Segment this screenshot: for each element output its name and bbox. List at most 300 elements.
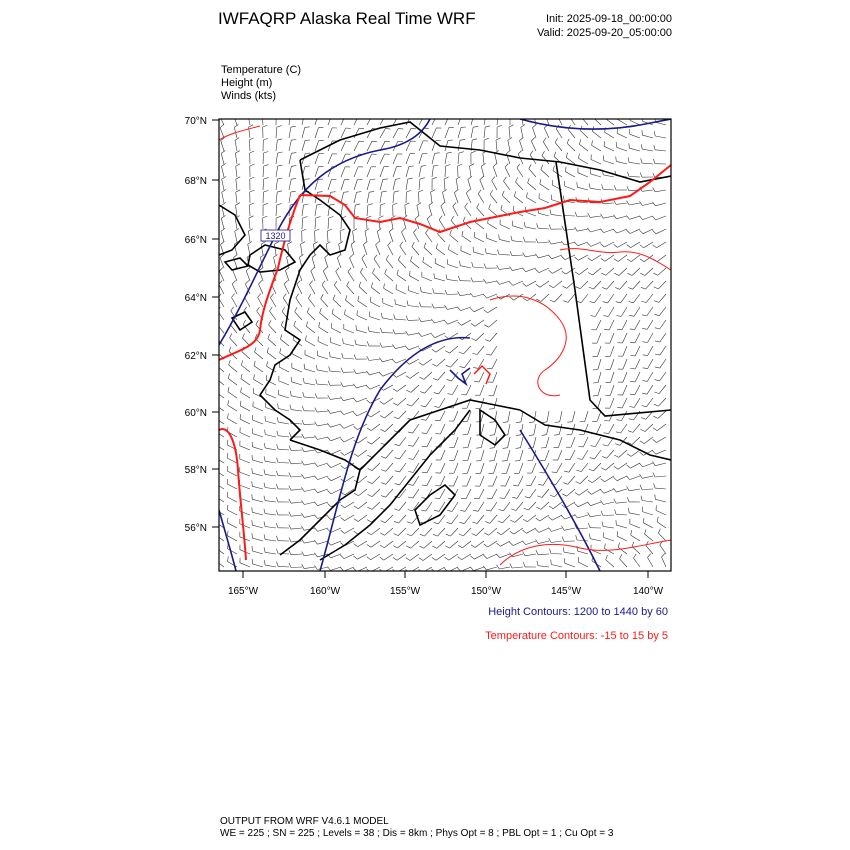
- wind-barb-feather: [614, 200, 616, 204]
- wind-barb-feather: [448, 394, 453, 395]
- wind-barb: [450, 235, 458, 242]
- wind-barb-feather: [652, 451, 655, 455]
- wind-barb-feather: [653, 230, 657, 233]
- wind-barb: [385, 515, 393, 523]
- wind-barb: [620, 559, 627, 567]
- wind-barb: [438, 528, 445, 536]
- wind-barb: [249, 218, 250, 229]
- wind-barb-feather: [341, 505, 345, 508]
- wind-barb: [380, 179, 383, 190]
- wind-barb: [419, 166, 421, 177]
- wind-barb-feather: [601, 511, 603, 516]
- wind-barb-feather: [329, 352, 330, 357]
- wind-barb-feather: [484, 264, 486, 269]
- wind-barb-feather: [289, 512, 291, 517]
- wind-barb-feather: [578, 557, 579, 562]
- wind-barb-feather: [641, 158, 642, 163]
- wind-barb: [564, 242, 575, 245]
- wind-barb: [594, 281, 602, 289]
- wind-barb-feather: [653, 245, 657, 248]
- wind-barb: [276, 127, 277, 138]
- wind-barb-feather: [323, 268, 327, 272]
- wind-barb: [291, 528, 302, 529]
- wind-barb: [399, 437, 406, 446]
- wind-barb: [634, 307, 640, 316]
- wind-barb: [463, 528, 471, 536]
- wind-barb-feather: [655, 380, 660, 381]
- wind-barb: [466, 489, 471, 499]
- wind-barb-feather: [439, 216, 442, 220]
- wind-barb-feather: [421, 510, 426, 511]
- wind-barb-feather: [420, 178, 425, 179]
- wind-barb: [578, 242, 588, 246]
- wind-barb: [488, 307, 497, 313]
- wind-barb: [252, 460, 263, 463]
- wind-barb-feather: [549, 225, 551, 230]
- wind-barb: [431, 192, 432, 203]
- wind-barb-feather: [541, 165, 543, 170]
- wind-barb: [397, 554, 406, 560]
- wind-barb-feather: [313, 242, 317, 244]
- wind-barb: [514, 528, 523, 534]
- wind-barb-feather: [263, 138, 268, 140]
- wind-barb-feather: [321, 294, 323, 299]
- wind-barb: [232, 298, 238, 308]
- wind-barb-feather: [626, 476, 629, 480]
- wind-barb-feather: [588, 491, 592, 494]
- wind-barb-feather: [379, 373, 382, 377]
- wind-barb: [540, 184, 549, 190]
- wind-barb-feather: [629, 143, 630, 148]
- wind-barb: [604, 161, 614, 165]
- wind-barb-feather: [419, 363, 423, 366]
- wind-barb: [369, 359, 380, 361]
- wind-barb: [312, 257, 315, 268]
- wind-barb-feather: [277, 139, 282, 140]
- wind-barb: [331, 437, 341, 441]
- wind-barb-feather: [516, 178, 518, 182]
- wind-barb: [249, 140, 250, 151]
- wind-barb: [320, 313, 328, 320]
- wind-barb: [341, 141, 346, 151]
- wind-barb: [331, 515, 341, 520]
- wind-barb: [331, 489, 341, 494]
- wind-barb-feather: [289, 446, 291, 451]
- wind-barb-feather: [530, 151, 533, 155]
- lon-label: 165°W: [227, 586, 259, 597]
- wind-barb-feather: [616, 157, 617, 162]
- wind-barb: [500, 225, 510, 230]
- wind-barb-feather: [561, 241, 564, 245]
- wind-barb-feather: [368, 326, 369, 331]
- wind-barb-feather: [299, 255, 303, 258]
- wind-barb-feather: [227, 531, 228, 536]
- wind-barb-feather: [441, 202, 445, 205]
- wind-barb: [630, 476, 640, 480]
- wind-barb-feather: [243, 320, 246, 324]
- wind-barb-feather: [408, 459, 413, 460]
- wind-barb-feather: [458, 322, 462, 325]
- wind-barb-feather: [627, 259, 631, 262]
- wind-barb: [475, 320, 484, 326]
- wind-barb: [447, 307, 458, 309]
- wind-barb-feather: [353, 384, 356, 388]
- wind-barb: [246, 271, 250, 281]
- wind-barb: [616, 514, 627, 515]
- wind-barb: [413, 450, 419, 459]
- wind-barb-feather: [415, 215, 419, 218]
- wind-barb-feather: [641, 287, 646, 289]
- wind-barb-feather: [602, 522, 603, 527]
- wind-barb-feather: [367, 356, 369, 360]
- wind-barb-feather: [640, 273, 645, 275]
- wind-barb: [543, 142, 549, 151]
- wind-barb: [591, 242, 601, 246]
- wind-barb: [240, 446, 250, 450]
- wind-barb-feather: [567, 422, 572, 423]
- wind-barb-feather: [314, 489, 317, 493]
- wind-barb-feather: [414, 229, 417, 233]
- wind-barb-feather: [630, 342, 635, 343]
- wind-barb: [449, 250, 459, 256]
- wind-barb: [232, 284, 237, 294]
- wind-barb-feather: [341, 466, 345, 469]
- wind-barb-feather: [367, 341, 369, 346]
- wind-barb: [331, 541, 341, 545]
- wind-barb: [454, 411, 458, 421]
- wind-barb: [454, 476, 459, 486]
- wind-barb-feather: [341, 397, 344, 401]
- wind-barb: [440, 489, 445, 499]
- wind-barb-feather: [385, 128, 390, 129]
- wind-barb-feather: [427, 216, 430, 220]
- wind-barb: [581, 463, 588, 472]
- wind-barb: [572, 411, 575, 422]
- wind-barb-feather: [458, 276, 460, 281]
- wind-barb-feather: [317, 204, 322, 205]
- wind-barb-feather: [590, 534, 591, 539]
- wind-barb-feather: [632, 542, 634, 547]
- wind-barb: [539, 268, 549, 273]
- wind-barb: [280, 339, 289, 346]
- wind-barb-feather: [354, 506, 358, 509]
- wind-barb: [400, 463, 406, 472]
- wind-barb-feather: [333, 295, 335, 300]
- wind-barb: [501, 528, 510, 535]
- wind-barb: [354, 192, 357, 203]
- wind-barb-feather: [249, 138, 254, 140]
- wind-barb: [569, 116, 575, 125]
- wind-barb: [578, 502, 588, 507]
- wind-barb: [648, 558, 654, 568]
- wind-barb: [630, 134, 640, 138]
- wind-barb-feather: [460, 261, 461, 266]
- wind-barb: [265, 435, 276, 438]
- wind-barb-feather: [280, 348, 281, 353]
- wind-barb: [424, 372, 432, 379]
- wind-barb: [406, 166, 409, 177]
- wind-barb-feather: [575, 257, 579, 260]
- wind-barb-feather: [497, 565, 500, 569]
- wind-barb: [452, 385, 458, 395]
- wind-barb: [645, 534, 654, 541]
- wind-barb-feather: [536, 507, 541, 509]
- wind-barb-feather: [406, 546, 410, 548]
- wind-barb-feather: [407, 404, 412, 406]
- wind-barb-feather: [314, 553, 317, 557]
- wind-barb-feather: [264, 152, 269, 154]
- wind-barb-feather: [443, 190, 447, 193]
- wind-barb: [481, 166, 484, 177]
- wind-barb: [227, 458, 237, 463]
- wind-barb-feather: [257, 307, 260, 311]
- wind-barb: [450, 541, 458, 548]
- wind-barb-feather: [334, 281, 337, 285]
- wind-barb-feather: [434, 407, 439, 408]
- wind-barb: [508, 437, 510, 448]
- wind-barb: [291, 410, 302, 411]
- wind-barb: [318, 541, 329, 544]
- wind-barb-feather: [626, 215, 629, 219]
- wind-barb: [359, 287, 367, 295]
- wind-barb: [382, 359, 393, 362]
- wind-barb: [604, 146, 614, 151]
- wind-barb-feather: [549, 506, 553, 509]
- wind-barb-feather: [310, 281, 313, 285]
- wind-barb: [526, 212, 536, 216]
- wind-barb: [240, 419, 250, 424]
- wind-barb-feather: [604, 433, 609, 434]
- wind-barb-feather: [602, 287, 607, 289]
- wind-barb: [660, 320, 666, 329]
- wind-barb: [409, 291, 419, 294]
- wind-barb-feather: [474, 498, 479, 499]
- wind-barb-feather: [395, 299, 396, 304]
- wind-barb-feather: [498, 521, 503, 523]
- wind-barb-feather: [289, 563, 291, 568]
- wind-barb-feather: [302, 229, 307, 231]
- wind-barb-feather: [460, 510, 465, 511]
- wind-barb: [635, 372, 640, 382]
- wind-barb-feather: [330, 204, 335, 205]
- wind-barb: [461, 307, 471, 311]
- wind-barb-feather: [431, 190, 435, 192]
- wind-barb: [582, 450, 588, 459]
- wind-barb-feather: [445, 557, 449, 560]
- wind-barb: [577, 515, 588, 518]
- temperature-contour-layer: [219, 126, 671, 565]
- wind-barb: [559, 437, 563, 447]
- wind-barb: [278, 436, 289, 437]
- wind-barb: [466, 193, 471, 203]
- wind-barb: [317, 424, 328, 426]
- wind-barb-feather: [517, 164, 520, 168]
- wind-barb-feather: [497, 265, 499, 269]
- wind-barb: [657, 424, 666, 431]
- wind-barb: [285, 271, 289, 281]
- wind-barb: [268, 339, 276, 346]
- wind-barb-feather: [614, 455, 618, 457]
- wind-barb: [380, 192, 382, 203]
- wind-barb-feather: [471, 324, 475, 327]
- wind-barb-feather: [542, 435, 547, 436]
- wind-barb: [491, 502, 497, 511]
- wind-barb: [438, 234, 445, 242]
- wind-barb: [436, 346, 445, 352]
- wind-barb-feather: [576, 287, 581, 289]
- wind-barb-feather: [554, 152, 556, 157]
- wind-barb-feather: [458, 545, 462, 548]
- wind-barb: [525, 227, 536, 229]
- wind-barb: [265, 461, 276, 463]
- wind-barb-feather: [642, 130, 643, 135]
- wind-barb: [603, 189, 614, 190]
- wind-barb-feather: [627, 186, 629, 191]
- wind-barb-feather: [368, 468, 373, 470]
- wind-barb: [321, 299, 328, 307]
- wind-barb: [289, 127, 291, 138]
- lat-label: 66°N: [184, 235, 207, 246]
- wind-barb-feather: [380, 328, 382, 333]
- wind-barb-feather: [648, 554, 651, 558]
- wind-barb: [432, 128, 436, 138]
- wind-barb-feather: [510, 297, 514, 300]
- wind-barb: [512, 255, 523, 256]
- wind-barb: [509, 127, 510, 138]
- wind-barb-feather: [296, 294, 299, 298]
- wind-barb: [595, 307, 601, 317]
- wind-barb: [315, 128, 319, 138]
- wind-barb-feather: [641, 429, 646, 431]
- wind-barb-feather: [653, 187, 656, 191]
- wind-barb-feather: [432, 304, 434, 308]
- wind-barb-feather: [471, 308, 475, 312]
- wind-barb: [492, 489, 497, 499]
- wind-barb: [376, 245, 380, 255]
- wind-barb: [439, 385, 445, 394]
- wind-barb-feather: [327, 437, 330, 441]
- wind-barb-feather: [289, 537, 291, 542]
- wind-barb-feather: [227, 453, 228, 458]
- wind-barb: [216, 365, 224, 372]
- wind-barb-feather: [398, 128, 403, 129]
- lat-label: 58°N: [184, 465, 207, 476]
- wind-barb-feather: [305, 179, 310, 180]
- wind-barb: [434, 307, 445, 308]
- wind-barb-feather: [576, 482, 581, 484]
- wind-barb-feather: [432, 349, 436, 352]
- wind-barb: [591, 502, 601, 506]
- wind-barb-feather: [289, 525, 291, 530]
- wind-barb-feather: [614, 477, 618, 480]
- wind-barb-feather: [548, 255, 551, 259]
- wind-barb: [412, 398, 419, 406]
- wind-barb-feather: [395, 471, 400, 472]
- wind-barb: [488, 541, 497, 547]
- wind-barb-feather: [248, 229, 252, 231]
- lat-label: 56°N: [184, 523, 207, 534]
- wind-barb: [419, 141, 423, 151]
- wind-barb: [541, 170, 549, 177]
- wind-barb: [354, 115, 359, 125]
- wind-barb-feather: [235, 151, 239, 153]
- wind-barb-feather: [380, 401, 384, 404]
- wind-barb-feather: [643, 355, 648, 356]
- wind-barb-feather: [431, 319, 434, 323]
- wind-barb-feather: [379, 216, 384, 218]
- wind-barb: [304, 450, 315, 452]
- wind-barb: [330, 371, 341, 372]
- wind-barb: [278, 409, 289, 412]
- wind-barb-feather: [242, 334, 244, 339]
- wind-barb: [254, 379, 263, 385]
- footer-config: WE = 225 ; SN = 225 ; Levels = 38 ; Dis = 8km ; Phys Opt = 8 ; PBL Opt = 1 ; Cu Opt = 3: [220, 828, 614, 839]
- wind-barb-feather: [236, 203, 240, 205]
- wind-barb: [304, 489, 315, 492]
- wind-barb-feather: [461, 498, 466, 499]
- wind-barb: [577, 187, 588, 190]
- wind-barb: [330, 411, 341, 413]
- wind-barb: [419, 154, 422, 165]
- wind-barb: [648, 346, 653, 356]
- wind-barb: [356, 345, 367, 346]
- wind-barb: [367, 192, 369, 203]
- wind-barb-feather: [502, 191, 504, 196]
- valid-time: Valid: 2025-09-20_05:00:00: [537, 27, 672, 39]
- wind-barb: [618, 463, 627, 469]
- wind-barb: [567, 143, 575, 151]
- wind-barb-feather: [408, 497, 413, 498]
- wind-barb-feather: [353, 229, 357, 231]
- wind-barb: [546, 437, 549, 448]
- wind-barb-feather: [290, 113, 295, 114]
- wind-barb: [559, 424, 562, 435]
- wind-barb: [386, 476, 393, 484]
- wind-barb-feather: [523, 519, 527, 522]
- wind-barb: [635, 333, 640, 343]
- wind-barb: [659, 294, 666, 302]
- wind-barb-feather: [468, 176, 472, 179]
- wind-barb-feather: [523, 298, 527, 301]
- wind-barb: [341, 115, 346, 125]
- wind-barb: [557, 463, 562, 473]
- wind-barb: [660, 372, 667, 381]
- wind-barb: [367, 205, 368, 216]
- wind-barb: [630, 120, 640, 125]
- wind-barb-feather: [342, 353, 343, 358]
- wind-barb: [603, 216, 614, 218]
- wind-barb-feather: [380, 416, 384, 419]
- wind-barb-feather: [499, 235, 500, 240]
- wind-barb: [337, 258, 341, 268]
- wind-barb-feather: [234, 125, 238, 128]
- wind-barb-feather: [285, 267, 289, 270]
- wind-barb-feather: [642, 406, 647, 407]
- wind-barb-feather: [408, 178, 413, 179]
- wind-barb: [629, 489, 640, 491]
- wind-barb-feather: [496, 138, 501, 140]
- lon-label: 145°W: [550, 586, 582, 597]
- wind-barb: [354, 205, 355, 216]
- wind-barb: [487, 238, 497, 242]
- wind-barb: [274, 244, 276, 255]
- wind-barb: [357, 411, 367, 416]
- wind-barb: [440, 424, 445, 434]
- wind-barb: [409, 359, 419, 364]
- wind-barb-feather: [653, 439, 657, 442]
- wind-barb: [345, 515, 354, 521]
- wind-barb: [478, 194, 484, 203]
